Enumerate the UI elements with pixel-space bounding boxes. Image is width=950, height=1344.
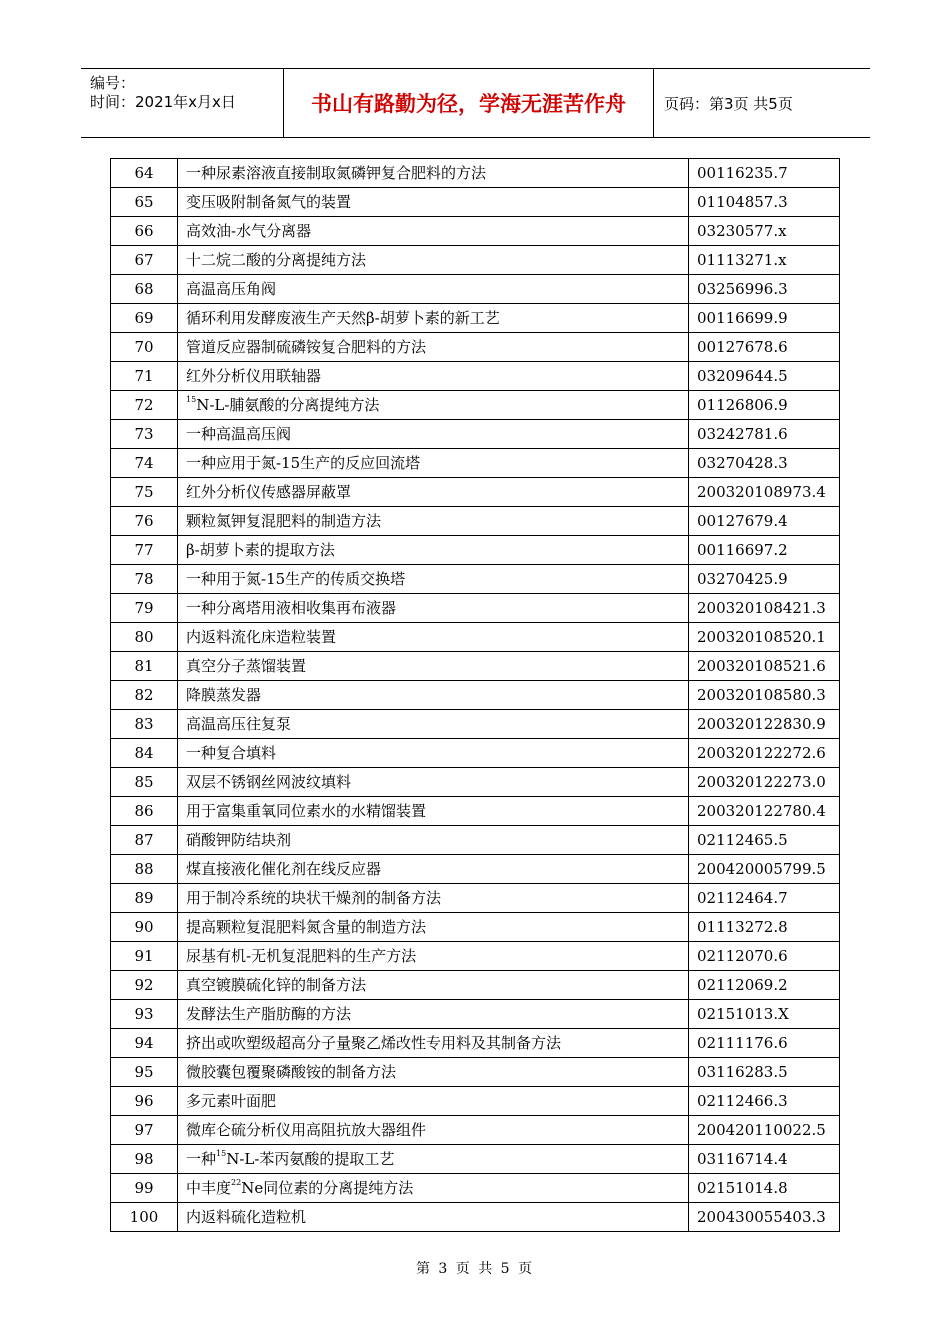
header-page-label: 页码：第3页 共5页: [664, 94, 793, 113]
patent-number: 03270428.3: [689, 449, 840, 478]
row-number: 67: [111, 246, 178, 275]
row-number: 95: [111, 1058, 178, 1087]
row-number: 92: [111, 971, 178, 1000]
patent-name-text: 红外分析仪用联轴器: [186, 367, 322, 385]
table-row: [111, 217, 840, 246]
table-row: [111, 478, 840, 507]
patent-name: [178, 391, 689, 420]
patent-name-text: 红外分析仪传感器屏蔽罩: [186, 483, 352, 501]
time-label: 时间：2021年x月x日: [90, 93, 236, 111]
patent-number: 03242781.6: [689, 420, 840, 449]
patent-number: 03209644.5: [689, 362, 840, 391]
table-row: [111, 855, 840, 884]
patent-name: [178, 188, 689, 217]
row-number: 69: [111, 304, 178, 333]
patent-name-text: 煤直接液化催化剂在线反应器: [186, 860, 382, 878]
row-number: 75: [111, 478, 178, 507]
patent-name-text: 尿基有机-无机复混肥料的生产方法: [186, 947, 417, 965]
table-row: [111, 826, 840, 855]
row-number: 71: [111, 362, 178, 391]
patent-name: [178, 594, 689, 623]
table-row: [111, 1203, 840, 1232]
row-number: 73: [111, 420, 178, 449]
patent-name-text: 多元素叶面肥: [186, 1092, 277, 1110]
patent-number: 03230577.x: [689, 217, 840, 246]
row-number: 66: [111, 217, 178, 246]
patent-number: 01126806.9: [689, 391, 840, 420]
patent-name: [178, 652, 689, 681]
table-row: [111, 1145, 840, 1174]
row-number: 89: [111, 884, 178, 913]
patent-number: 200320108520.1: [689, 623, 840, 652]
patent-table: [110, 158, 840, 1232]
patent-name: [178, 681, 689, 710]
row-number: 82: [111, 681, 178, 710]
patent-name-text: 内返料流化床造粒装置: [186, 628, 337, 646]
patent-number: 00127679.4: [689, 507, 840, 536]
row-number: 88: [111, 855, 178, 884]
table-row: [111, 159, 840, 188]
row-number: 86: [111, 797, 178, 826]
table-row: [111, 507, 840, 536]
row-number: 76: [111, 507, 178, 536]
patent-name-text: 一种分离塔用液相收集再布液器: [186, 599, 397, 617]
patent-name-text: 颗粒氮钾复混肥料的制造方法: [186, 512, 382, 530]
patent-name: [178, 536, 689, 565]
patent-number: 01104857.3: [689, 188, 840, 217]
patent-number: 03270425.9: [689, 565, 840, 594]
table-row: [111, 710, 840, 739]
header-motto: 书山有路勤为径，学海无涯苦作舟: [311, 92, 626, 116]
patent-number: 02112464.7: [689, 884, 840, 913]
page-header: [81, 68, 870, 138]
patent-number: 03116714.4: [689, 1145, 840, 1174]
patent-number: 02112466.3: [689, 1087, 840, 1116]
isotope-mass-number: 15: [216, 1149, 227, 1158]
table-row: [111, 333, 840, 362]
patent-number: 02112069.2: [689, 971, 840, 1000]
patent-name-text: 用于制冷系统的块状干燥剂的制备方法: [186, 889, 442, 907]
isotope-mass-number: 15: [186, 395, 197, 404]
table-row: [111, 1116, 840, 1145]
patent-name-text: 一种尿素溶液直接制取氮磷钾复合肥料的方法: [186, 164, 487, 182]
patent-number: 200320108580.3: [689, 681, 840, 710]
row-number: 64: [111, 159, 178, 188]
table-row: [111, 391, 840, 420]
patent-number: 01113272.8: [689, 913, 840, 942]
patent-number: 02111176.6: [689, 1029, 840, 1058]
patent-name: [178, 768, 689, 797]
patent-name: [178, 942, 689, 971]
table-row: [111, 913, 840, 942]
row-number: 100: [111, 1203, 178, 1232]
patent-name-text: 用于富集重氧同位素水的水精馏装置: [186, 802, 427, 820]
row-number: 94: [111, 1029, 178, 1058]
table-row: [111, 362, 840, 391]
table-row: [111, 884, 840, 913]
table-row: [111, 1058, 840, 1087]
row-number: 78: [111, 565, 178, 594]
table-row: [111, 739, 840, 768]
patent-name: [178, 797, 689, 826]
patent-name-text: 双层不锈钢丝网波纹填料: [186, 773, 352, 791]
table-row: [111, 188, 840, 217]
patent-number: 00116699.9: [689, 304, 840, 333]
patent-name-text: 提高颗粒复混肥料氮含量的制造方法: [186, 918, 427, 936]
patent-name: [178, 623, 689, 652]
row-number: 80: [111, 623, 178, 652]
patent-number: 01113271.x: [689, 246, 840, 275]
row-number: 77: [111, 536, 178, 565]
patent-name-text: Ne同位素的分离提纯方法: [241, 1179, 414, 1197]
patent-name-text: 硝酸钾防结块剂: [186, 831, 292, 849]
patent-number: 00127678.6: [689, 333, 840, 362]
patent-name: [178, 246, 689, 275]
table-row: [111, 942, 840, 971]
table-row: [111, 594, 840, 623]
row-number: 99: [111, 1174, 178, 1203]
table-row: [111, 565, 840, 594]
patent-name-text: 真空镀膜硫化锌的制备方法: [186, 976, 367, 994]
patent-number: 02151014.8: [689, 1174, 840, 1203]
row-number: 97: [111, 1116, 178, 1145]
patent-number: 200320122830.9: [689, 710, 840, 739]
patent-name: [178, 478, 689, 507]
patent-number: 03116283.5: [689, 1058, 840, 1087]
patent-name-text: 微库仑硫分析仪用高阻抗放大器组件: [186, 1121, 427, 1139]
patent-name: [178, 1000, 689, 1029]
patent-number: 200320122780.4: [689, 797, 840, 826]
patent-number: 03256996.3: [689, 275, 840, 304]
patent-name-text: 一种用于氮-15生产的传质交换塔: [186, 570, 406, 588]
patent-name-text: 管道反应器制硫磷铵复合肥料的方法: [186, 338, 427, 356]
patent-name: [178, 159, 689, 188]
row-number: 96: [111, 1087, 178, 1116]
patent-name: [178, 739, 689, 768]
patent-name: [178, 275, 689, 304]
patent-name-text: 变压吸附制备氮气的装置: [186, 193, 352, 211]
row-number: 84: [111, 739, 178, 768]
patent-name-text: 发酵法生产脂肪酶的方法: [186, 1005, 352, 1023]
patent-name-text: 真空分子蒸馏装置: [186, 657, 307, 675]
patent-name: [178, 1058, 689, 1087]
row-number: 79: [111, 594, 178, 623]
patent-number: 200320122272.6: [689, 739, 840, 768]
table-row: [111, 1000, 840, 1029]
patent-name-text: 高效油-水气分离器: [186, 222, 312, 240]
patent-number: 200320108521.6: [689, 652, 840, 681]
patent-number: 00116697.2: [689, 536, 840, 565]
patent-number: 02112465.5: [689, 826, 840, 855]
row-number: 85: [111, 768, 178, 797]
patent-name: [178, 884, 689, 913]
patent-name-text: 循环利用发酵废液生产天然β-胡萝卜素的新工艺: [186, 309, 500, 327]
patent-number: 200320122273.0: [689, 768, 840, 797]
patent-name-prefix: 中丰度: [186, 1179, 232, 1197]
header-meta: [81, 69, 283, 137]
number-label: 编号：: [90, 74, 136, 92]
patent-number: 200420005799.5: [689, 855, 840, 884]
patent-name-text: 一种复合填料: [186, 744, 277, 762]
patent-number: 200420110022.5: [689, 1116, 840, 1145]
patent-name: [178, 826, 689, 855]
patent-name: [178, 449, 689, 478]
isotope-mass-number: 22: [231, 1178, 242, 1187]
row-number: 81: [111, 652, 178, 681]
patent-number: 200430055403.3: [689, 1203, 840, 1232]
header-divider-right: [653, 69, 654, 137]
table-row: [111, 1029, 840, 1058]
patent-table-body: [111, 159, 840, 1232]
row-number: 65: [111, 188, 178, 217]
row-number: 83: [111, 710, 178, 739]
patent-name: [178, 362, 689, 391]
table-row: [111, 681, 840, 710]
patent-name-text: β-胡萝卜素的提取方法: [186, 541, 335, 559]
patent-name-text: 内返料硫化造粒机: [186, 1208, 307, 1226]
patent-name-text: N-L-脯氨酸的分离提纯方法: [196, 396, 380, 414]
patent-name: [178, 1203, 689, 1232]
patent-number: 02151013.X: [689, 1000, 840, 1029]
row-number: 90: [111, 913, 178, 942]
patent-name: [178, 304, 689, 333]
patent-name: [178, 1087, 689, 1116]
table-row: [111, 536, 840, 565]
table-row: [111, 623, 840, 652]
patent-name: [178, 420, 689, 449]
patent-name: [178, 855, 689, 884]
table-row: [111, 449, 840, 478]
table-row: [111, 971, 840, 1000]
row-number: 74: [111, 449, 178, 478]
patent-name-text: 一种应用于氮-15生产的反应回流塔: [186, 454, 421, 472]
patent-name: [178, 1174, 689, 1203]
table-row: [111, 246, 840, 275]
row-number: 98: [111, 1145, 178, 1174]
table-row: [111, 1087, 840, 1116]
patent-name: [178, 1029, 689, 1058]
patent-name: [178, 565, 689, 594]
patent-name-text: 高温高压往复泵: [186, 715, 292, 733]
patent-number: 200320108973.4: [689, 478, 840, 507]
patent-name-text: 十二烷二酸的分离提纯方法: [186, 251, 367, 269]
patent-name-text: 挤出或吹塑级超高分子量聚乙烯改性专用料及其制备方法: [186, 1034, 562, 1052]
patent-name: [178, 333, 689, 362]
patent-name: [178, 971, 689, 1000]
patent-name: [178, 1145, 689, 1174]
page-footer: 第 3 页 共 5 页: [415, 1261, 535, 1277]
row-number: 72: [111, 391, 178, 420]
row-number: 87: [111, 826, 178, 855]
table-row: [111, 1174, 840, 1203]
table-row: [111, 304, 840, 333]
table-row: [111, 652, 840, 681]
patent-name-text: N-L-苯丙氨酸的提取工艺: [226, 1150, 395, 1168]
row-number: 70: [111, 333, 178, 362]
patent-name-text: 一种高温高压阀: [186, 425, 292, 443]
patent-name: [178, 710, 689, 739]
patent-name: [178, 913, 689, 942]
table-row: [111, 420, 840, 449]
patent-name-text: 降膜蒸发器: [186, 686, 262, 704]
row-number: 68: [111, 275, 178, 304]
table-row: [111, 797, 840, 826]
row-number: 93: [111, 1000, 178, 1029]
patent-number: 200320108421.3: [689, 594, 840, 623]
patent-name: [178, 217, 689, 246]
patent-name-text: 微胶囊包覆聚磷酸铵的制备方法: [186, 1063, 397, 1081]
patent-name: [178, 507, 689, 536]
table-row: [111, 275, 840, 304]
table-row: [111, 768, 840, 797]
row-number: 91: [111, 942, 178, 971]
patent-name: [178, 1116, 689, 1145]
patent-number: 02112070.6: [689, 942, 840, 971]
patent-name-prefix: 一种: [186, 1150, 217, 1168]
patent-number: 00116235.7: [689, 159, 840, 188]
patent-name-text: 高温高压角阀: [186, 280, 277, 298]
